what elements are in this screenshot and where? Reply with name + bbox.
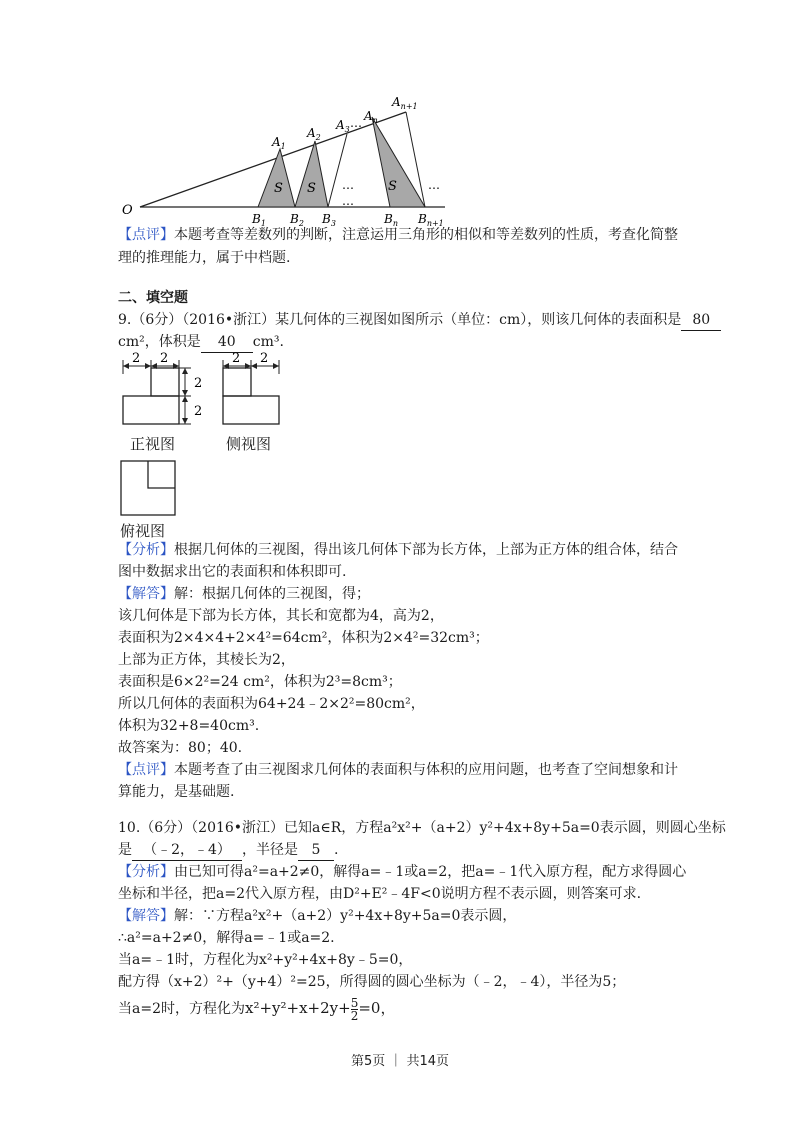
q9-solution-tag: 【解答】 — [118, 586, 174, 602]
label-bn1: B — [418, 212, 427, 226]
label-a3: A — [336, 118, 345, 132]
q9-analysis-text1: 根据几何体的三视图，得出该几何体下部为长方体，上部为正方体的组合体，结合 — [174, 542, 678, 558]
q9-solution-text1: 解：根据几何体的三视图，得； — [174, 586, 370, 602]
q9-analysis-tag: 【分析】 — [118, 542, 174, 558]
q10-center-label: 是 — [118, 842, 132, 858]
front-dim-4: 2 — [194, 404, 203, 419]
svg-text:A2 — [306, 126, 321, 142]
q9-volume-unit: cm³. — [252, 334, 284, 350]
q9-answer-volume: 40 — [201, 332, 253, 353]
top-view-figure — [118, 458, 178, 518]
q10-last-equation: x²+y²+x+2y+ — [244, 999, 351, 1017]
q9-volume-label: cm²，体积是 — [118, 334, 201, 350]
svg-text:A3 — [335, 118, 350, 134]
q9-analysis-line1 — [118, 540, 678, 560]
q9-solution-line1 — [118, 584, 370, 604]
label-an1-sub: n+1 — [400, 102, 418, 111]
label-a1: A — [272, 135, 281, 149]
svg-text:An+1 — [391, 95, 418, 111]
top-view-caption: 俯视图 — [120, 522, 166, 540]
front-dim-2: 2 — [160, 351, 169, 366]
label-s2: S — [307, 181, 316, 196]
label-s3: S — [388, 179, 397, 194]
label-b1: B — [252, 212, 261, 226]
dots-1: … — [342, 178, 354, 192]
q10-analysis-tag: 【分析】 — [118, 864, 174, 880]
q8-comment-tag: 【点评】 — [118, 227, 174, 243]
label-a1-sub: 1 — [280, 142, 286, 151]
label-bn1-sub: n+1 — [426, 219, 444, 227]
label-b2: B — [290, 212, 299, 226]
label-b2-sub: 2 — [298, 219, 304, 227]
q9-solution-line8: 故答案为：80；40. — [118, 740, 243, 756]
q9-solution-line6: 所以几何体的表面积为64+24﹣2×2²=80cm²， — [118, 696, 425, 712]
front-dim-1: 2 — [132, 351, 141, 366]
q10-last-text: 当a=2时，方程化为 — [118, 1001, 245, 1017]
side-view-caption: 侧视图 — [226, 435, 272, 453]
q9-line1 — [118, 310, 721, 331]
q10-line1: 10.（6分）（2016•浙江）已知a∈R，方程a²x²+（a+2）y²+4x+8y+5a=0表示圆，则圆心坐标 — [118, 820, 726, 836]
q9-solution-line4: 上部为正方体，其棱长为2， — [118, 652, 295, 668]
label-b1-sub: 1 — [260, 219, 266, 227]
q10-analysis-line1 — [118, 862, 686, 882]
q9-solution-line2: 该几何体是下部为长方体，其长和宽都为4，高为2， — [118, 608, 444, 624]
page-footer: 第5页 ｜ 共14页 — [350, 1054, 450, 1069]
q9-comment-text1: 本题考查了由三视图求几何体的表面积与体积的应用问题，也考查了空间想象和计 — [174, 762, 678, 778]
dots-4: … — [342, 194, 354, 208]
q9-solution-line5: 表面积是6×2²=24 cm²，体积为2³=8cm³； — [118, 674, 402, 690]
q10-solution-tag: 【解答】 — [118, 908, 174, 924]
q9-analysis-line2: 图中数据求出它的表面积和体积即可. — [118, 564, 347, 580]
q10-end: . — [334, 842, 339, 858]
q10-solution-line4: 配方得（x+2）²+（y+4）²=25，所得圆的圆心坐标为（﹣2，﹣4），半径为5； — [118, 974, 626, 990]
fraction-numerator: 5 — [350, 995, 359, 1010]
label-a3-sub: 3 — [344, 125, 350, 134]
q10-last-end: =0， — [358, 999, 396, 1017]
label-bn-sub: n — [392, 219, 398, 227]
label-an: A — [364, 109, 373, 123]
svg-text:A1 — [271, 135, 286, 151]
fraction-denominator: 2 — [350, 1008, 359, 1023]
label-an1: A — [392, 95, 401, 109]
q9-comment-tag: 【点评】 — [118, 762, 174, 778]
q9-comment-line2: 算能力，是基础题. — [118, 784, 235, 800]
label-a2: A — [307, 126, 316, 140]
label-b3-sub: 3 — [330, 219, 336, 227]
q10-answer-center: （﹣2，﹣4） — [132, 840, 242, 861]
q10-solution-text1: 解：∵方程a²x²+（a+2）y²+4x+8y+5a=0表示圆， — [174, 908, 517, 924]
q9-stem: 9.（6分）（2016•浙江）某几何体的三视图如图所示（单位：cm），则该几何体的表面积是 — [118, 312, 682, 328]
q9-comment-line1 — [118, 760, 678, 780]
q9-solution-line3: 表面积为2×4×4+2×4²=64cm²，体积为2×4²=32cm³； — [118, 630, 489, 646]
q8-comment-text1: 本题考查等差数列的判断，注意运用三角形的相似和等差数列的性质，考查化简整 — [174, 227, 678, 243]
label-s1: S — [274, 181, 283, 196]
q8-comment-line2: 理的推理能力，属于中档题. — [118, 250, 291, 266]
dots-2: … — [428, 178, 440, 192]
q10-answer-radius: 5 — [298, 840, 334, 861]
front-view-caption: 正视图 — [130, 435, 176, 453]
label-b3: B — [322, 212, 331, 226]
q9-solution-line7: 体积为32+8=40cm³. — [118, 718, 260, 734]
label-an-sub: n — [372, 116, 378, 125]
q10-solution-line5 — [118, 994, 395, 1023]
q10-solution-line1 — [118, 906, 516, 926]
label-a2-sub: 2 — [315, 133, 321, 142]
q8-comment-line1 — [118, 225, 678, 245]
q10-solution-line3: 当a=﹣1时，方程化为x²+y²+4x+8y﹣5=0， — [118, 952, 413, 968]
q10-analysis-line2: 坐标和半径，把a=2代入原方程，由D²+E²﹣4F<0说明方程不表示圆，则答案可求. — [118, 886, 642, 902]
front-dim-3: 2 — [194, 376, 203, 391]
q10-analysis-text1: 由已知可得a²=a+2≠0，解得a=﹣1或a=2，把a=﹣1代入原方程，配方求得圆心 — [174, 864, 687, 880]
svg-text:An — [363, 109, 378, 125]
q9-answer-area: 80 — [681, 310, 721, 331]
label-o: O — [122, 203, 133, 218]
section-heading: 二、填空题 — [118, 290, 188, 306]
q10-radius-label: ，半径是 — [242, 842, 298, 858]
triangle-sequence-figure — [110, 92, 470, 227]
dots-3: … — [350, 116, 362, 130]
q10-solution-line2: ∴a²=a+2≠0，解得a=﹣1或a=2. — [118, 930, 335, 946]
side-dim-2: 2 — [260, 351, 269, 366]
side-dim-1: 2 — [232, 351, 241, 366]
q10-line2 — [118, 840, 338, 861]
label-bn: B — [384, 212, 393, 226]
